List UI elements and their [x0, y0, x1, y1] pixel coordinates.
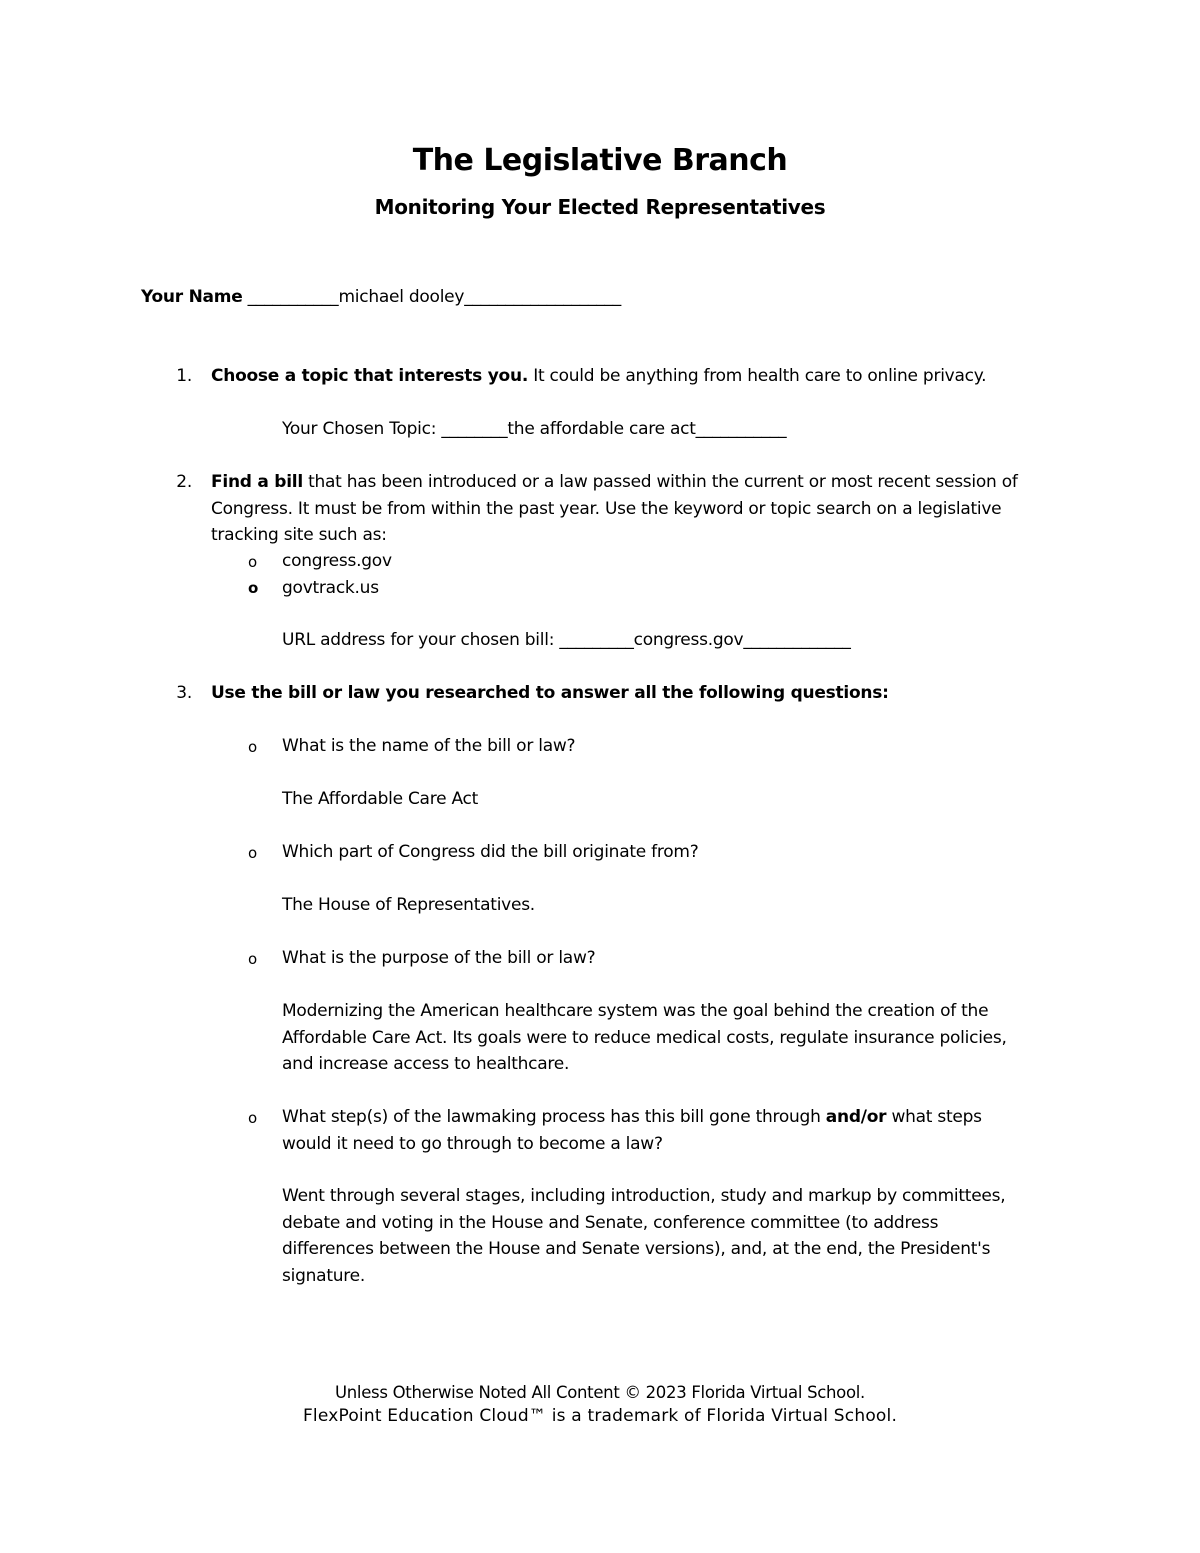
- bullet-icon: o: [248, 553, 257, 571]
- question-2-number: 2.: [176, 472, 192, 492]
- sub-question-steps-text: What step(s) of the lawmaking process has this bill gone through: [282, 1107, 826, 1127]
- answer-steps-line: debate and voting in the House and Senate, conference committee (to address: [282, 1212, 939, 1233]
- url-line: [282, 627, 851, 654]
- sub-question-steps-line-2: would it need to go through to become a law?: [282, 1133, 663, 1154]
- question-1-number: 1.: [176, 366, 192, 386]
- question-3-heading: Use the bill or law you researched to answer all the following questions:: [211, 683, 889, 703]
- question-2-line-1-text: that has been introduced or a law passed within the current or most recent session of: [302, 472, 1018, 492]
- name-value: michael dooley: [338, 287, 465, 307]
- sub-question-steps-text-end: what steps: [886, 1107, 982, 1127]
- name-blank-before: ___________: [242, 287, 339, 307]
- name-blank-after: ___________________: [464, 287, 621, 307]
- name-line: [141, 284, 621, 311]
- sub-question-name: What is the name of the bill or law?: [282, 736, 576, 756]
- url-label: URL address for your chosen bill:: [282, 630, 560, 650]
- page-subtitle: Monitoring Your Elected Representatives: [374, 195, 826, 219]
- answer-purpose-line: Affordable Care Act. Its goals were to reduce medical costs, regulate insurance policies,: [282, 1027, 1007, 1048]
- topic-blank-before: ________: [441, 419, 508, 439]
- url-blank-before: _________: [559, 630, 634, 650]
- answer-steps-line: signature.: [282, 1265, 365, 1286]
- question-2-line-1: [211, 469, 1018, 496]
- topic-value: the affordable care act: [507, 419, 696, 439]
- sub-question-purpose: What is the purpose of the bill or law?: [282, 948, 596, 968]
- bullet-icon: o: [248, 844, 257, 862]
- topic-line: [282, 416, 786, 443]
- question-2-prompt: [211, 469, 1018, 549]
- answer-name: The Affordable Care Act: [282, 789, 479, 809]
- sub-question-steps-bold: and/or: [825, 1107, 887, 1127]
- sub-question-steps: [282, 1104, 982, 1157]
- answer-steps-line: differences between the House and Senate versions), and, at the end, the President's: [282, 1239, 991, 1259]
- answer-origin: The House of Representatives.: [282, 895, 535, 915]
- site-item-congress: congress.gov: [282, 551, 392, 571]
- question-3-number: 3.: [176, 683, 192, 703]
- footer-trademark: FlexPoint Education Cloud™ is a trademark of Florida Virtual School.: [302, 1406, 898, 1426]
- answer-purpose-line: and increase access to healthcare.: [282, 1054, 570, 1074]
- question-2-bold: Find a bill: [211, 472, 303, 492]
- name-label: Your Name: [141, 287, 243, 307]
- question-1-prompt: [211, 363, 986, 390]
- answer-steps-line: Went through several stages, including introduction, study and markup by committees,: [282, 1186, 1006, 1206]
- question-1-bold: Choose a topic that interests you.: [211, 366, 529, 386]
- topic-blank-after: ___________: [695, 419, 787, 439]
- url-value: congress.gov: [633, 630, 744, 650]
- answer-steps: [282, 1183, 1005, 1289]
- page-title: The Legislative Branch: [412, 143, 788, 178]
- topic-label: Your Chosen Topic:: [282, 419, 442, 439]
- site-item-govtrack: govtrack.us: [282, 578, 379, 598]
- bullet-icon: o: [248, 1109, 257, 1127]
- url-blank-after: _____________: [743, 630, 851, 650]
- bullet-icon: o: [248, 579, 259, 597]
- question-1-text: It could be anything from health care to online privacy.: [528, 366, 987, 386]
- sub-question-steps-line-1: [282, 1104, 982, 1131]
- answer-purpose-line: Modernizing the American healthcare system was the goal behind the creation of the: [282, 1001, 989, 1021]
- footer-copyright: Unless Otherwise Noted All Content © 2023 Florida Virtual School.: [334, 1383, 865, 1402]
- bullet-icon: o: [248, 738, 257, 756]
- bullet-icon: o: [248, 950, 257, 968]
- question-2-line-3: tracking site such as:: [211, 525, 387, 545]
- answer-purpose: [282, 998, 1007, 1078]
- sub-question-origin: Which part of Congress did the bill originate from?: [282, 842, 699, 862]
- question-2-line-2: Congress. It must be from within the past year. Use the keyword or topic search on a legislative: [211, 498, 1002, 519]
